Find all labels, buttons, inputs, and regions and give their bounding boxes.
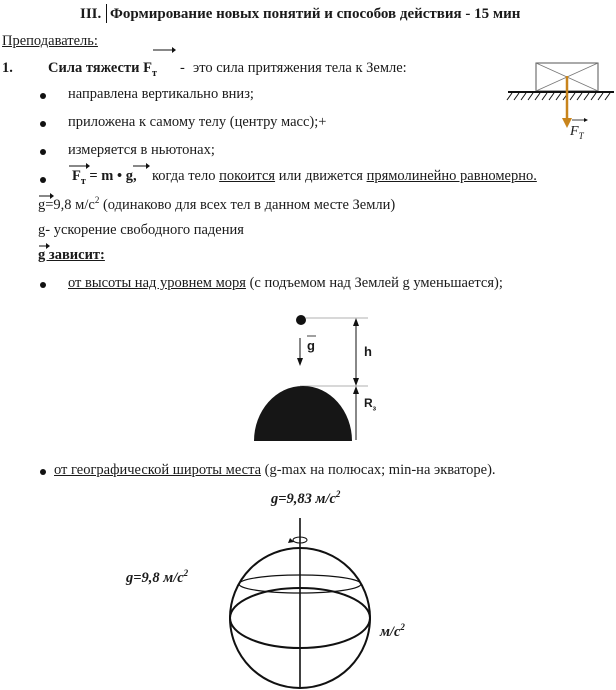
g-label: g (307, 338, 315, 353)
bullet-icon (40, 149, 46, 155)
gravity-definition: это сила притяжения тела к Земле: (193, 60, 407, 76)
h-label: h (364, 344, 372, 359)
bullet-icon (40, 282, 46, 288)
teacher-label: Преподаватель: (2, 33, 98, 49)
vector-arrow-icon (132, 162, 150, 170)
force-label: $F_T$ (570, 124, 584, 141)
altitude-diagram (250, 310, 380, 445)
dependency-altitude: от высоты над уровнем моря (с подъемом над Землей g уменьшается); (68, 275, 503, 291)
falling-body (296, 315, 306, 325)
g-value: g=9,8 $м/с^2$ (одинаково для всех тел в данном месте Земли) (38, 195, 396, 213)
globe-diagram (226, 510, 386, 690)
mid-g-label: g=9,8 $м/с^2$ (126, 568, 189, 586)
dependency-latitude: от географической широты места (g-max на полюсах; min-на экваторе). (54, 462, 496, 478)
item-number: 1. (2, 60, 13, 76)
radius-label: $R_з$ (364, 396, 377, 413)
pole-g-label: g=9,83 $м/с^2$ (271, 489, 341, 507)
block-force-diagram (506, 58, 616, 148)
bullet-icon (40, 177, 46, 183)
gravity-term: Сила тяжести $F_т$ (48, 60, 157, 79)
bullet-units: измеряется в ньютонах; (68, 142, 215, 158)
vector-arrow-icon (152, 46, 176, 54)
bullet-icon (40, 121, 46, 127)
g-depends-heading: g зависит: (38, 247, 105, 263)
section-number: III. (80, 6, 102, 22)
formula: $F_т = m$ • g, (72, 168, 137, 187)
equator-g-label: $м/с^2$ (380, 622, 405, 640)
section-title: Формирование новых понятий и способов действия - 15 мин (110, 6, 521, 22)
definition-dash: - (180, 60, 185, 76)
earth-shape (254, 386, 352, 441)
g-definition: g- ускорение свободного падения (38, 222, 244, 238)
formula-condition: когда тело покоится или движется прямолинейно равномерно. (152, 168, 537, 184)
cursor-bar (106, 4, 107, 23)
bullet-icon (40, 93, 46, 99)
bullet-direction: направлена вертикально вниз; (68, 86, 254, 102)
bullet-icon (40, 469, 46, 475)
bullet-application: приложена к самому телу (центру масс);+ (68, 114, 327, 130)
